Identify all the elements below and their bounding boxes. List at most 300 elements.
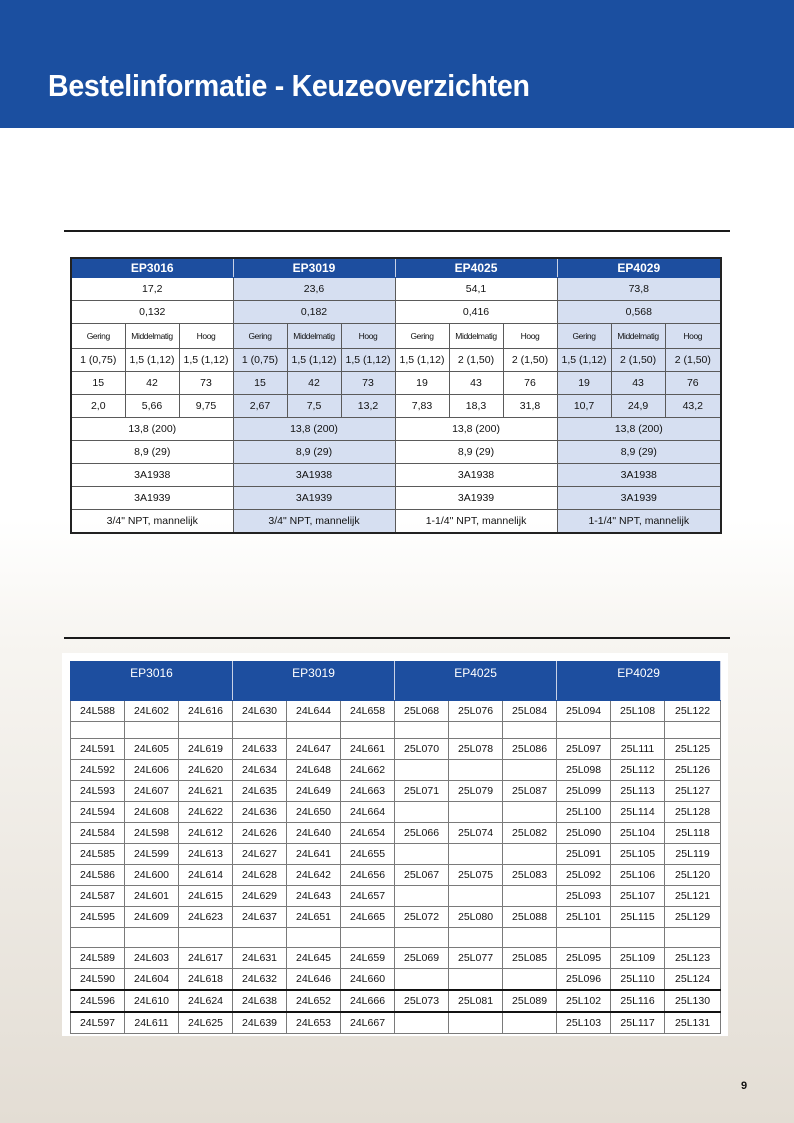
- table-cell: 9,75: [179, 395, 233, 418]
- page-number: 9: [741, 1080, 748, 1092]
- part-number-cell: 25L115: [611, 907, 665, 928]
- part-number-cell: [395, 722, 449, 739]
- part-number-cell: 24L584: [71, 823, 125, 844]
- part-number-cell: 25L073: [395, 990, 449, 1012]
- part-number-cell: [557, 722, 611, 739]
- part-number-cell: 24L625: [179, 1012, 233, 1034]
- table-cell: 13,8 (200): [395, 418, 557, 441]
- part-number-cell: 24L609: [125, 907, 179, 928]
- part-number-cell: 25L103: [557, 1012, 611, 1034]
- part-number-cell: 24L658: [341, 701, 395, 722]
- part-number-cell: 25L087: [503, 781, 557, 802]
- table-cell: 43: [449, 372, 503, 395]
- part-number-cell: 24L620: [179, 760, 233, 781]
- part-number-cell: 24L651: [287, 907, 341, 928]
- part-number-cell: [449, 722, 503, 739]
- level-cell: Gering: [233, 324, 287, 349]
- part-number-cell: 24L630: [233, 701, 287, 722]
- level-cell: Middelmatig: [449, 324, 503, 349]
- part-number-cell: 24L622: [179, 802, 233, 823]
- part-number-cell: [287, 722, 341, 739]
- part-number-cell: [503, 928, 557, 948]
- specs-row: [71, 278, 721, 301]
- part-number-cell: 24L629: [233, 886, 287, 907]
- part-number-cell: 25L069: [395, 948, 449, 969]
- part-number-cell: 25L100: [557, 802, 611, 823]
- part-number-cell: 25L068: [395, 701, 449, 722]
- table-row: [71, 701, 721, 722]
- part-number-cell: 25L117: [611, 1012, 665, 1034]
- table-cell: 24,9: [611, 395, 665, 418]
- part-number-cell: 25L130: [665, 990, 721, 1012]
- part-number-cell: 25L111: [611, 739, 665, 760]
- specs-row: [71, 510, 721, 534]
- part-number-cell: 24L662: [341, 760, 395, 781]
- table-row: [71, 865, 721, 886]
- part-number-cell: 24L624: [179, 990, 233, 1012]
- part-number-cell: [503, 969, 557, 991]
- part-number-cell: [395, 886, 449, 907]
- part-number-cell: 24L613: [179, 844, 233, 865]
- part-number-cell: 25L098: [557, 760, 611, 781]
- part-number-cell: 24L642: [287, 865, 341, 886]
- part-number-cell: 25L109: [611, 948, 665, 969]
- table-cell: 18,3: [449, 395, 503, 418]
- specs-row: [71, 441, 721, 464]
- part-number-cell: 25L078: [449, 739, 503, 760]
- table-cell: 1,5 (1,12): [557, 349, 611, 372]
- specs-row: [71, 301, 721, 324]
- table-cell: 3A1938: [557, 464, 721, 487]
- part-number-cell: [449, 886, 503, 907]
- part-number-cell: 24L623: [179, 907, 233, 928]
- part-number-cell: 24L586: [71, 865, 125, 886]
- table-cell: 1-1/4" NPT, mannelijk: [557, 510, 721, 534]
- part-number-cell: 24L656: [341, 865, 395, 886]
- part-number-cell: 25L094: [557, 701, 611, 722]
- part-number-cell: 25L123: [665, 948, 721, 969]
- specs-row: [71, 487, 721, 510]
- table-row: [71, 969, 721, 991]
- part-number-cell: 25L075: [449, 865, 503, 886]
- table-cell: 3/4" NPT, mannelijk: [71, 510, 233, 534]
- table-cell: 76: [503, 372, 557, 395]
- specs-levels-row: [71, 324, 721, 349]
- part-number-cell: 25L097: [557, 739, 611, 760]
- part-number-cell: 24L610: [125, 990, 179, 1012]
- part-number-cell: 25L107: [611, 886, 665, 907]
- part-number-cell: 24L602: [125, 701, 179, 722]
- part-number-cell: 25L077: [449, 948, 503, 969]
- table-cell: 13,8 (200): [557, 418, 721, 441]
- table-cell: 1 (0,75): [71, 349, 125, 372]
- table-row: [71, 739, 721, 760]
- part-number-cell: 25L090: [557, 823, 611, 844]
- part-number-cell: 25L114: [611, 802, 665, 823]
- part-number-cell: 25L093: [557, 886, 611, 907]
- part-number-cell: 24L599: [125, 844, 179, 865]
- page-title: Bestelinformatie - Keuzeoverzichten: [48, 68, 530, 103]
- part-number-cell: 25L096: [557, 969, 611, 991]
- part-number-cell: 24L655: [341, 844, 395, 865]
- table-cell: 8,9 (29): [71, 441, 233, 464]
- part-number-cell: 25L095: [557, 948, 611, 969]
- part-number-cell: 25L104: [611, 823, 665, 844]
- table-cell: 3/4" NPT, mannelijk: [233, 510, 395, 534]
- part-numbers-table: [70, 661, 721, 1034]
- table-row: [71, 823, 721, 844]
- part-number-cell: [341, 722, 395, 739]
- part-number-cell: 25L129: [665, 907, 721, 928]
- part-number-cell: 24L654: [341, 823, 395, 844]
- part-number-cell: 24L592: [71, 760, 125, 781]
- part-number-cell: 24L596: [71, 990, 125, 1012]
- part-number-cell: 24L645: [287, 948, 341, 969]
- part-number-cell: [395, 1012, 449, 1034]
- part-number-cell: 24L590: [71, 969, 125, 991]
- table-cell: 2,67: [233, 395, 287, 418]
- part-number-cell: 25L070: [395, 739, 449, 760]
- level-cell: Hoog: [665, 324, 721, 349]
- part-number-cell: 24L661: [341, 739, 395, 760]
- level-cell: Gering: [395, 324, 449, 349]
- part-number-cell: 24L605: [125, 739, 179, 760]
- part-number-cell: 24L628: [233, 865, 287, 886]
- table-row: [71, 948, 721, 969]
- table-cell: 19: [557, 372, 611, 395]
- table-row: [71, 781, 721, 802]
- part-number-cell: [395, 802, 449, 823]
- part-number-cell: 24L640: [287, 823, 341, 844]
- table-cell: 43: [611, 372, 665, 395]
- part-number-cell: 24L598: [125, 823, 179, 844]
- part-numbers-body: [71, 662, 721, 1034]
- part-number-cell: 24L652: [287, 990, 341, 1012]
- part-number-cell: 24L641: [287, 844, 341, 865]
- part-number-cell: 24L636: [233, 802, 287, 823]
- level-cell: Middelmatig: [287, 324, 341, 349]
- table-cell: 54,1: [395, 278, 557, 301]
- table-cell: 1,5 (1,12): [179, 349, 233, 372]
- part-number-cell: 25L102: [557, 990, 611, 1012]
- table-cell: 31,8: [503, 395, 557, 418]
- table-row: [71, 907, 721, 928]
- table-cell: 23,6: [233, 278, 395, 301]
- part-number-cell: [557, 928, 611, 948]
- part-number-cell: 25L086: [503, 739, 557, 760]
- table-cell: 3A1938: [71, 464, 233, 487]
- table-cell: 2,0: [71, 395, 125, 418]
- table-cell: 13,8 (200): [233, 418, 395, 441]
- part-number-cell: 24L626: [233, 823, 287, 844]
- part-number-cell: 24L653: [287, 1012, 341, 1034]
- part-number-cell: [449, 969, 503, 991]
- model-header: EP4025: [395, 258, 557, 278]
- table-cell: 1,5 (1,12): [125, 349, 179, 372]
- part-number-cell: [395, 969, 449, 991]
- part-number-cell: 25L088: [503, 907, 557, 928]
- part-number-cell: 25L072: [395, 907, 449, 928]
- level-cell: Hoog: [503, 324, 557, 349]
- table-cell: 5,66: [125, 395, 179, 418]
- part-number-cell: 24L659: [341, 948, 395, 969]
- part-number-cell: 25L089: [503, 990, 557, 1012]
- part-number-cell: [503, 844, 557, 865]
- part-number-cell: [341, 928, 395, 948]
- model-header: EP3019: [233, 258, 395, 278]
- table-cell: 8,9 (29): [557, 441, 721, 464]
- part-number-cell: [449, 928, 503, 948]
- part-number-cell: 24L603: [125, 948, 179, 969]
- part-number-cell: 24L631: [233, 948, 287, 969]
- part-number-cell: 24L644: [287, 701, 341, 722]
- part-number-cell: 24L635: [233, 781, 287, 802]
- part-number-cell: 25L118: [665, 823, 721, 844]
- part-number-cell: [395, 844, 449, 865]
- part-number-cell: 24L657: [341, 886, 395, 907]
- part-number-cell: [395, 928, 449, 948]
- part-number-cell: 24L618: [179, 969, 233, 991]
- part-number-cell: 25L112: [611, 760, 665, 781]
- table-row: [71, 928, 721, 948]
- part-number-cell: 25L084: [503, 701, 557, 722]
- part-number-cell: [449, 844, 503, 865]
- part-number-cell: 25L127: [665, 781, 721, 802]
- part-number-cell: 24L664: [341, 802, 395, 823]
- part-number-cell: 25L066: [395, 823, 449, 844]
- table-cell: 2 (1,50): [611, 349, 665, 372]
- part-number-cell: 24L597: [71, 1012, 125, 1034]
- table-cell: 1,5 (1,12): [341, 349, 395, 372]
- part-number-cell: [395, 760, 449, 781]
- part-number-cell: [233, 722, 287, 739]
- table-row: [71, 886, 721, 907]
- part-number-cell: [449, 1012, 503, 1034]
- level-cell: Hoog: [341, 324, 395, 349]
- table-cell: 0,568: [557, 301, 721, 324]
- part-number-cell: [287, 928, 341, 948]
- part-number-cell: [179, 722, 233, 739]
- table-cell: 1-1/4" NPT, mannelijk: [395, 510, 557, 534]
- part-number-cell: 24L588: [71, 701, 125, 722]
- part-number-cell: 25L122: [665, 701, 721, 722]
- part-number-cell: 24L617: [179, 948, 233, 969]
- part-number-cell: 24L667: [341, 1012, 395, 1034]
- model-header: EP4025: [395, 662, 557, 701]
- specs-row: [71, 395, 721, 418]
- part-number-cell: 24L612: [179, 823, 233, 844]
- part-number-cell: [71, 928, 125, 948]
- part-number-cell: 25L119: [665, 844, 721, 865]
- table-cell: 8,9 (29): [233, 441, 395, 464]
- part-number-cell: 25L116: [611, 990, 665, 1012]
- part-number-cell: 24L665: [341, 907, 395, 928]
- part-number-cell: 24L606: [125, 760, 179, 781]
- model-header: EP3019: [233, 662, 395, 701]
- part-number-cell: 24L619: [179, 739, 233, 760]
- table-cell: 10,7: [557, 395, 611, 418]
- table-cell: 1 (0,75): [233, 349, 287, 372]
- table-cell: 3A1938: [233, 464, 395, 487]
- level-cell: Middelmatig: [611, 324, 665, 349]
- part-number-cell: 25L120: [665, 865, 721, 886]
- table-cell: 0,132: [71, 301, 233, 324]
- part-number-cell: 24L639: [233, 1012, 287, 1034]
- table-cell: 7,5: [287, 395, 341, 418]
- part-number-cell: 24L593: [71, 781, 125, 802]
- part-number-cell: 24L627: [233, 844, 287, 865]
- part-number-cell: 24L608: [125, 802, 179, 823]
- table-cell: 3A1939: [557, 487, 721, 510]
- header-bar: [0, 0, 794, 128]
- part-number-cell: 24L638: [233, 990, 287, 1012]
- part-number-cell: [503, 1012, 557, 1034]
- table-cell: 73,8: [557, 278, 721, 301]
- table-row: [71, 722, 721, 739]
- part-number-cell: [503, 722, 557, 739]
- part-number-cell: [233, 928, 287, 948]
- table-row: [71, 760, 721, 781]
- part-number-cell: [665, 928, 721, 948]
- table-cell: 0,182: [233, 301, 395, 324]
- table-cell: 73: [179, 372, 233, 395]
- specs-header-row: [71, 258, 721, 278]
- table-cell: 2 (1,50): [449, 349, 503, 372]
- part-number-cell: 25L085: [503, 948, 557, 969]
- table-cell: 19: [395, 372, 449, 395]
- part-number-cell: [449, 802, 503, 823]
- table-row: [71, 802, 721, 823]
- part-number-cell: 24L601: [125, 886, 179, 907]
- part-number-cell: [449, 760, 503, 781]
- specs-row: [71, 464, 721, 487]
- table-cell: 43,2: [665, 395, 721, 418]
- part-number-cell: 24L633: [233, 739, 287, 760]
- part-number-cell: 25L091: [557, 844, 611, 865]
- part-number-cell: [179, 928, 233, 948]
- part-number-cell: 25L081: [449, 990, 503, 1012]
- model-header: EP3016: [71, 662, 233, 701]
- table-cell: 3A1938: [395, 464, 557, 487]
- specs-row: [71, 349, 721, 372]
- part-number-cell: 25L108: [611, 701, 665, 722]
- part-number-cell: 25L099: [557, 781, 611, 802]
- part-number-cell: 25L080: [449, 907, 503, 928]
- part-number-cell: 25L124: [665, 969, 721, 991]
- part-number-cell: 24L611: [125, 1012, 179, 1034]
- part-number-cell: 24L634: [233, 760, 287, 781]
- specs-row: [71, 372, 721, 395]
- table-cell: 1,5 (1,12): [287, 349, 341, 372]
- table-cell: 13,8 (200): [71, 418, 233, 441]
- part-number-cell: 24L595: [71, 907, 125, 928]
- part-number-cell: 24L632: [233, 969, 287, 991]
- table-cell: 2 (1,50): [503, 349, 557, 372]
- model-header: EP4029: [557, 258, 721, 278]
- table-cell: 0,416: [395, 301, 557, 324]
- part-number-cell: 24L647: [287, 739, 341, 760]
- level-cell: Hoog: [179, 324, 233, 349]
- part-number-cell: [71, 722, 125, 739]
- part-number-cell: 25L067: [395, 865, 449, 886]
- specs-table: [70, 257, 722, 534]
- part-number-cell: 25L121: [665, 886, 721, 907]
- part-number-cell: 25L128: [665, 802, 721, 823]
- part-number-cell: [611, 722, 665, 739]
- table-cell: 2 (1,50): [665, 349, 721, 372]
- table-cell: 7,83: [395, 395, 449, 418]
- part-number-cell: 24L604: [125, 969, 179, 991]
- part-number-cell: [125, 722, 179, 739]
- part-number-cell: 24L600: [125, 865, 179, 886]
- part-number-cell: 25L071: [395, 781, 449, 802]
- part-number-cell: 24L614: [179, 865, 233, 886]
- table-cell: 73: [341, 372, 395, 395]
- level-cell: Middelmatig: [125, 324, 179, 349]
- part-number-cell: 24L660: [341, 969, 395, 991]
- part-number-cell: 25L105: [611, 844, 665, 865]
- part-number-cell: 25L101: [557, 907, 611, 928]
- part-number-cell: 24L616: [179, 701, 233, 722]
- table-cell: 15: [71, 372, 125, 395]
- part-number-cell: 25L076: [449, 701, 503, 722]
- part-number-cell: 25L126: [665, 760, 721, 781]
- part-number-cell: [665, 722, 721, 739]
- divider-rule: [64, 230, 730, 232]
- model-header: EP3016: [71, 258, 233, 278]
- table-cell: 42: [287, 372, 341, 395]
- table-cell: 1,5 (1,12): [395, 349, 449, 372]
- table-cell: 3A1939: [71, 487, 233, 510]
- divider-rule: [64, 637, 730, 639]
- part-number-cell: 24L621: [179, 781, 233, 802]
- part-number-cell: 24L594: [71, 802, 125, 823]
- part-number-cell: [125, 928, 179, 948]
- part-number-cell: 25L113: [611, 781, 665, 802]
- part-number-cell: 24L607: [125, 781, 179, 802]
- part-number-cell: 24L615: [179, 886, 233, 907]
- part-number-cell: 24L648: [287, 760, 341, 781]
- part-number-cell: 24L585: [71, 844, 125, 865]
- part-number-cell: 24L646: [287, 969, 341, 991]
- part-number-cell: 25L074: [449, 823, 503, 844]
- part-number-cell: 25L079: [449, 781, 503, 802]
- level-cell: Gering: [557, 324, 611, 349]
- table-row: [71, 844, 721, 865]
- part-number-cell: 24L649: [287, 781, 341, 802]
- table-cell: 3A1939: [233, 487, 395, 510]
- table-cell: 42: [125, 372, 179, 395]
- part-number-cell: 25L131: [665, 1012, 721, 1034]
- part-number-cell: 24L663: [341, 781, 395, 802]
- part-number-cell: 24L643: [287, 886, 341, 907]
- part-number-cell: 25L125: [665, 739, 721, 760]
- part-number-cell: 25L082: [503, 823, 557, 844]
- level-cell: Gering: [71, 324, 125, 349]
- table-cell: 76: [665, 372, 721, 395]
- model-header: EP4029: [557, 662, 721, 701]
- part-number-cell: 24L587: [71, 886, 125, 907]
- table-row: [71, 990, 721, 1012]
- part-number-cell: 24L650: [287, 802, 341, 823]
- part-header-row: [71, 662, 721, 701]
- table-cell: 13,2: [341, 395, 395, 418]
- part-number-cell: [503, 886, 557, 907]
- part-number-cell: 25L092: [557, 865, 611, 886]
- part-number-cell: [503, 802, 557, 823]
- part-number-cell: 25L110: [611, 969, 665, 991]
- table-cell: 17,2: [71, 278, 233, 301]
